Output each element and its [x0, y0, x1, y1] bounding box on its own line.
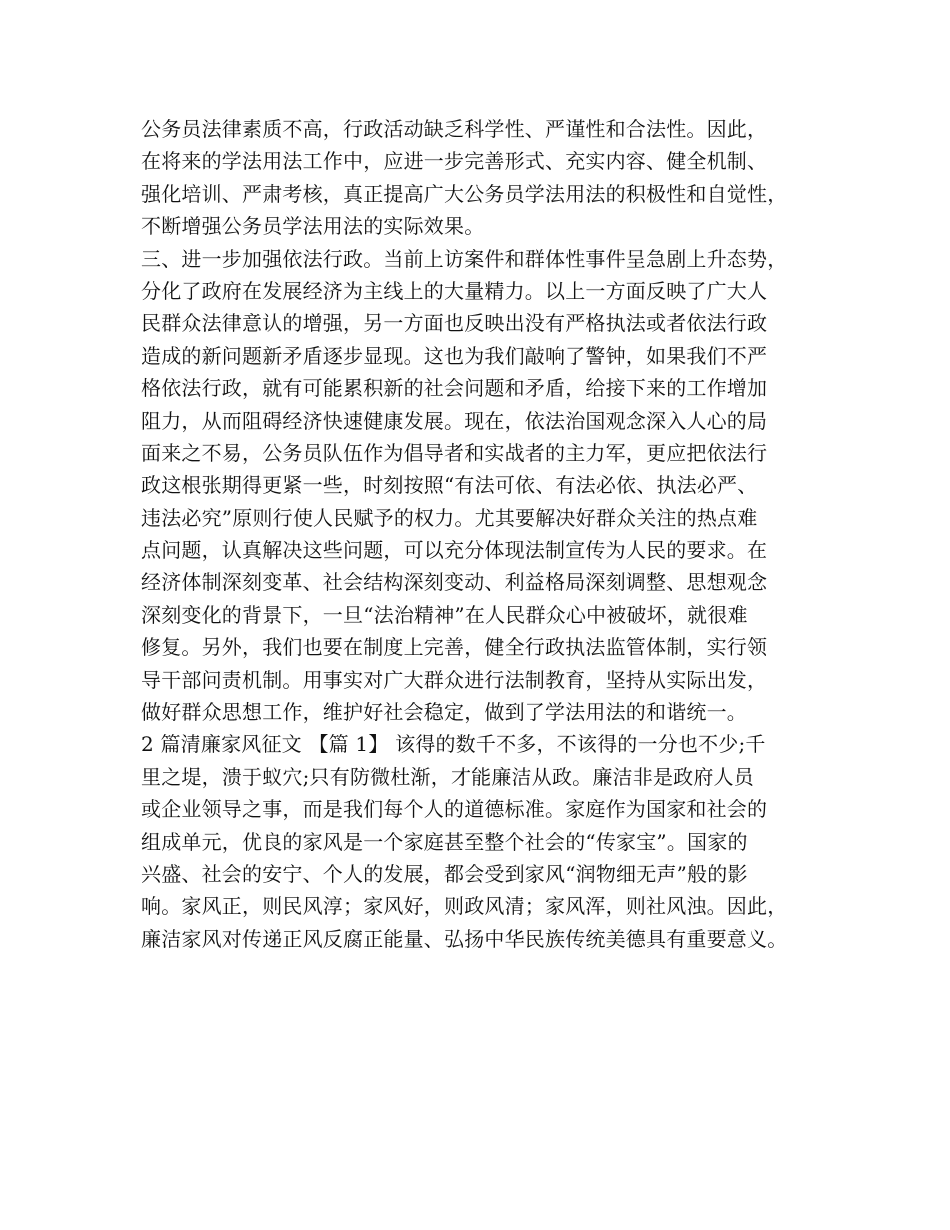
- text-line: 响。家风正，则民风淳；家风好，则政风清；家风浑，则社风浊。因此，: [141, 894, 788, 919]
- text-line: 做好群众思想工作，维护好社会稳定，做到了学法用法的和谐统一。: [141, 700, 747, 725]
- text-line: 组成单元，优良的家风是一个家庭甚至整个社会的“传家宝”。国家的: [141, 829, 748, 854]
- text-line: 点问题，认真解决这些问题，可以充分体现法制宣传为人民的要求。在: [141, 538, 768, 563]
- text-line: 违法必究”原则行使人民赋予的权力。尤其要解决好群众关注的热点难: [141, 505, 758, 530]
- text-line: 民群众法律意认的增强，另一方面也反映出没有严格执法或者依法行政: [141, 311, 768, 336]
- text-line: 强化培训、严肃考核，真正提高广大公务员学法用法的积极性和自觉性，: [141, 181, 788, 206]
- text-line: 导干部问责机制。用事实对广大群众进行法制教育，坚持从实际出发，: [141, 667, 768, 692]
- text-line: 面来之不易，公务员队伍作为倡导者和实战者的主力军，更应把依法行: [141, 440, 768, 465]
- text-line: 修复。另外，我们也要在制度上完善，健全行政执法监管体制，实行领: [141, 635, 768, 660]
- text-line: 深刻变化的背景下，一旦“法治精神”在人民群众心中被破坏，就很难: [141, 602, 748, 627]
- text-line: 2 篇清廉家风征文 【篇 1】 该得的数千不多，不该得的一分也不少;千: [141, 732, 766, 757]
- body-text: [141, 113, 841, 955]
- text-line: 兴盛、社会的安宁、个人的发展，都会受到家风“润物细无声”般的影: [141, 861, 748, 886]
- text-line: 阻力，从而阻碍经济快速健康发展。现在，依法治国观念深入人心的局: [141, 408, 768, 433]
- text-line: 公务员法律素质不高，行政活动缺乏科学性、严谨性和合法性。因此，: [141, 117, 768, 141]
- text-line: 或企业领导之事，而是我们每个人的道德标准。家庭作为国家和社会的: [141, 797, 768, 822]
- text-line: 不断增强公务员学法用法的实际效果。: [141, 214, 485, 239]
- text-line: 经济体制深刻变革、社会结构深刻变动、利益格局深刻调整、思想观念: [141, 570, 768, 595]
- text-line: 三、进一步加强依法行政。当前上访案件和群体性事件呈急剧上升态势，: [141, 246, 788, 271]
- text-line: 在将来的学法用法工作中，应进一步完善形式、充实内容、健全机制、: [141, 149, 768, 174]
- text-line: 里之堤，溃于蚁穴;只有防微杜渐，才能廉洁从政。廉洁非是政府人员: [141, 764, 754, 789]
- text-line: 廉洁家风对传递正风反腐正能量、弘扬中华民族传统美德具有重要意义。: [141, 926, 788, 951]
- text-line: 格依法行政，就有可能累积新的社会问题和矛盾，给接下来的工作增加: [141, 376, 768, 401]
- text-line: 造成的新问题新矛盾逐步显现。这也为我们敲响了警钟，如果我们不严: [141, 343, 768, 368]
- text-line: 政这根张期得更紧一些，时刻按照“有法可依、有法必依、执法必严、: [141, 473, 758, 498]
- text-line: 分化了政府在发展经济为主线上的大量精力。以上一方面反映了广大人: [141, 278, 768, 303]
